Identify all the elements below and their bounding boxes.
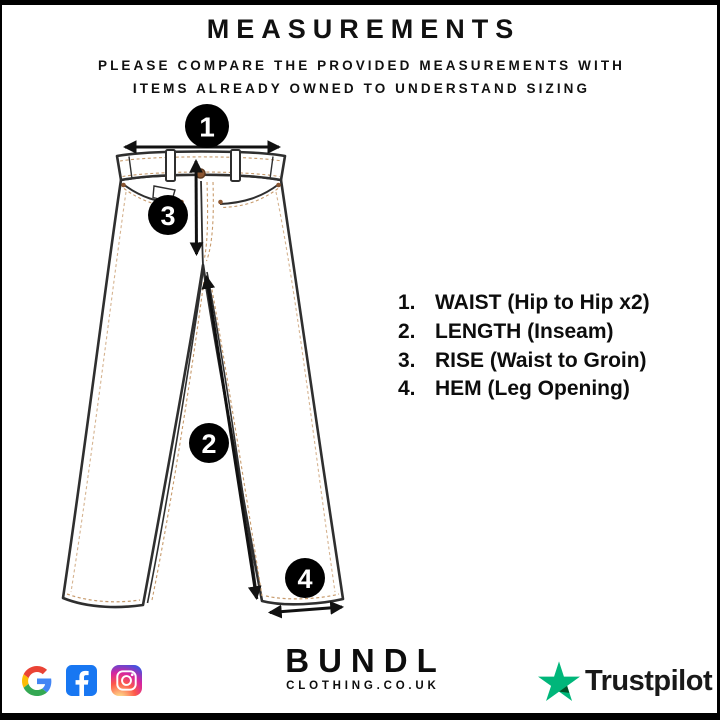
legend-item-length	[398, 318, 698, 347]
legend-number: 1.	[398, 291, 416, 315]
legend-item-waist	[398, 289, 698, 318]
legend-label: LENGTH (Inseam)	[435, 320, 614, 344]
brand-logo	[251, 644, 471, 692]
rise-arrow	[196, 161, 197, 254]
trustpilot-logo	[538, 661, 712, 702]
marker-1	[185, 104, 229, 148]
brand-domain: CLOTHING.CO.UK	[286, 680, 440, 692]
brand-name: BUNDL	[285, 642, 446, 679]
rivet	[276, 183, 281, 188]
google-icon	[22, 666, 52, 696]
legend-label: RISE (Waist to Groin)	[435, 348, 647, 372]
marker-1-number: 1	[199, 111, 215, 143]
jeans-diagram	[30, 100, 390, 640]
legend-item-rise	[398, 346, 698, 375]
marker-2-number: 2	[201, 429, 217, 459]
legend-number: 2.	[398, 320, 416, 344]
jeans-outline-group	[63, 150, 343, 607]
belt-loop-right	[231, 150, 240, 181]
marker-2	[189, 423, 229, 463]
header	[0, 14, 720, 100]
facebook-icon	[66, 665, 97, 696]
hem-arrow	[270, 607, 342, 613]
legend-number: 4.	[398, 377, 416, 401]
legend-label: HEM (Leg Opening)	[435, 377, 630, 401]
legend-number: 3.	[398, 348, 416, 372]
legend-label: WAIST (Hip to Hip x2)	[435, 291, 650, 315]
trustpilot-label: Trustpilot	[585, 665, 713, 697]
subtitle-line-1: PLEASE COMPARE THE PROVIDED MEASUREMENTS WITH	[97, 58, 626, 73]
top-border	[0, 0, 720, 5]
instagram-icon	[111, 665, 142, 696]
page-title: MEASUREMENTS	[206, 14, 521, 44]
legend-item-hem	[398, 375, 698, 404]
marker-4	[285, 558, 325, 598]
left-border	[0, 0, 2, 720]
rivet	[121, 183, 126, 188]
rivet	[218, 200, 223, 205]
measurement-legend	[398, 289, 698, 404]
marker-4-number: 4	[297, 564, 313, 594]
marker-3	[148, 195, 188, 235]
trustpilot-star-icon	[538, 661, 580, 702]
marker-3-number: 3	[160, 201, 176, 231]
bottom-border	[0, 713, 720, 720]
subtitle-line-2: ITEMS ALREADY OWNED TO UNDERSTAND SIZING	[132, 81, 591, 96]
social-icons	[22, 665, 142, 696]
belt-loop-left	[166, 150, 175, 181]
